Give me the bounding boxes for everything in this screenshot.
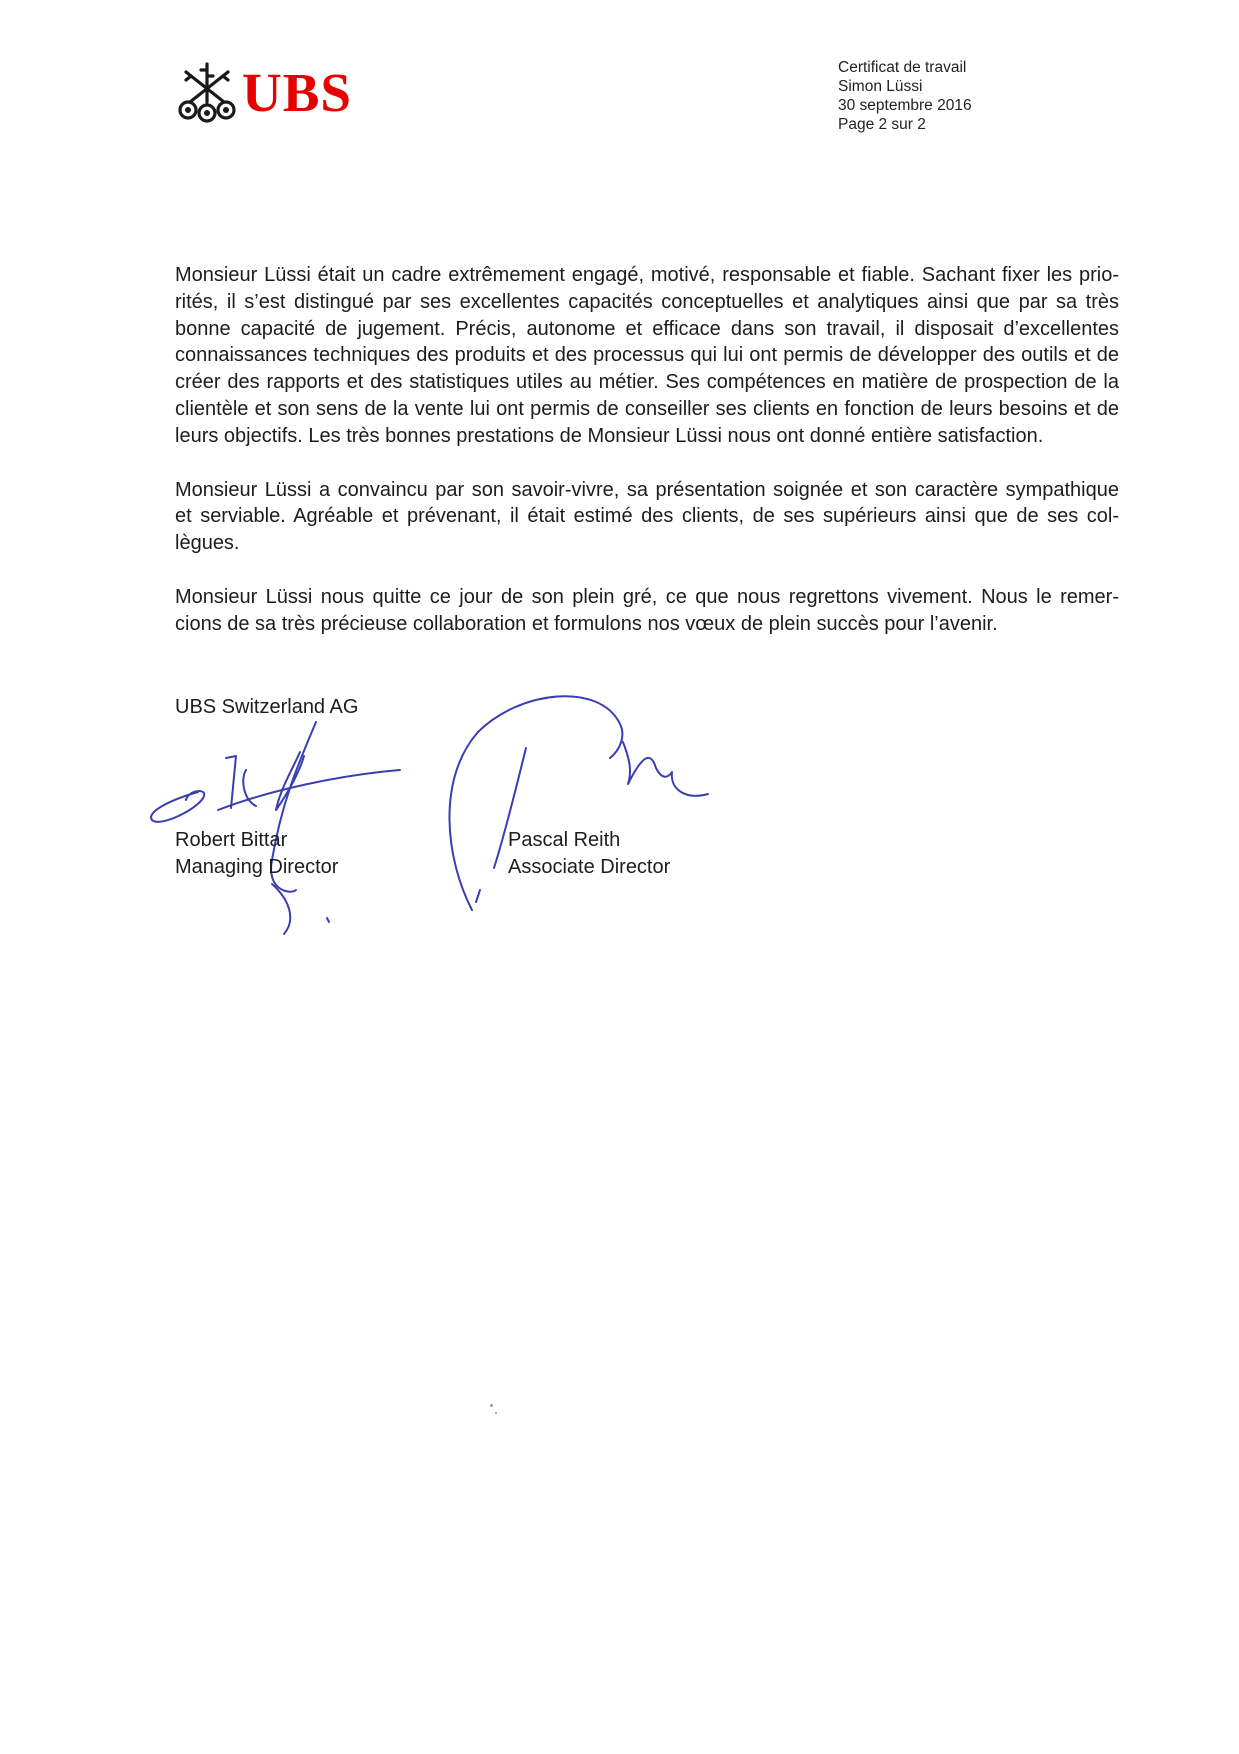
signatory-name: Robert Bittar [175, 829, 288, 851]
employee-name: Simon Lüssi [838, 78, 923, 95]
text-line: connaissances techniques des produits et des processus qui lui ont permis de développer des outils et de [175, 344, 1119, 367]
paragraph-behaviour [175, 477, 1119, 557]
scan-speck [495, 1412, 497, 1414]
page-number: Page 2 sur 2 [838, 116, 926, 133]
text-line: créer des rapports et des statistiques utiles au métier. Ses compétences en matière de prospection de la [175, 371, 1119, 394]
text-line: Monsieur Lüssi était un cadre extrêmement engagé, motivé, responsable et fiable. Sachant fixer les prio- [175, 264, 1119, 286]
document-date: 30 septembre 2016 [838, 97, 972, 114]
signatory-title: Associate Director [508, 856, 671, 878]
signatory-left [175, 827, 338, 881]
signatory-name: Pascal Reith [508, 829, 621, 851]
text-line: leurs objectifs. Les très bonnes prestations de Monsieur Lüssi nous ont donné entière satisfaction. [175, 424, 1044, 447]
paragraph-departure [175, 584, 1119, 638]
text-line: clientèle et son sens de la vente lui ont permis de conseiller ses clients en fonction de leurs besoins et de [175, 397, 1119, 420]
document-meta [838, 58, 972, 134]
three-keys-icon [176, 58, 238, 126]
ubs-logo-text: UBS [242, 62, 352, 123]
text-line: lègues. [175, 532, 240, 555]
text-line: et serviable. Agréable et prévenant, il était estimé des clients, de ses supérieurs ainsi que de ses col- [175, 505, 1119, 528]
scan-speck [490, 1404, 493, 1407]
signatory-title: Managing Director [175, 856, 339, 878]
signatory-right [508, 827, 670, 881]
company-name: UBS Switzerland AG [175, 696, 359, 718]
text-line: Monsieur Lüssi a convaincu par son savoir-vivre, sa présentation soignée et son caractère sympathique [175, 478, 1119, 501]
text-line: Monsieur Lüssi nous quitte ce jour de son plein gré, ce que nous regrettons vivement. Nous le remer- [175, 585, 1119, 608]
paragraph-performance [175, 262, 1119, 450]
text-line: bonne capacité de jugement. Précis, autonome et efficace dans son travail, il disposait d’excellentes [175, 317, 1119, 340]
text-line: rités, il s’est distingué par ses excellentes capacités conceptuelles et analytiques ainsi que par sa très [175, 290, 1119, 313]
letter-body [175, 262, 1119, 665]
doc-type: Certificat de travail [838, 59, 967, 76]
text-line: cions de sa très précieuse collaboration et formulons nos vœux de plein succès pour l’avenir. [175, 612, 998, 635]
ubs-logo [176, 58, 366, 126]
